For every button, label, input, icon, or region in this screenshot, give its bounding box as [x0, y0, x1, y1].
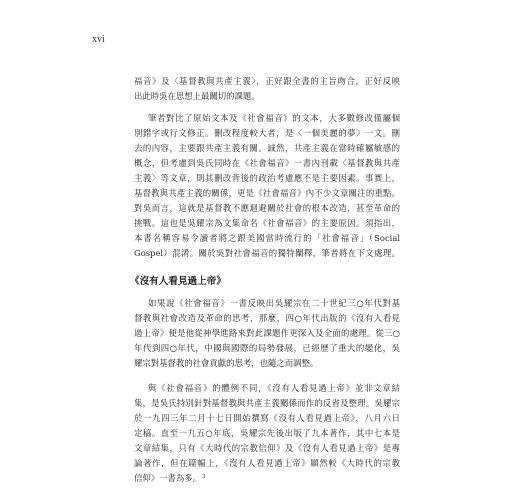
text-line: 集，是吳氏特別針對基督教與共產主義關係而作的反省及整理。吳耀宗: [134, 398, 400, 408]
text-line: 與《社會福音》的體例不同，《沒有人看見過上帝》並非文章結: [148, 383, 400, 393]
paragraph: [134, 74, 400, 104]
text-line: 本書名稱容易令讀者將之跟美國當時流行的「社會福音」（Social: [134, 233, 400, 243]
text-line: 對吳而言，這就是基督教不應迴避關於社會的根本改造，甚至革命的: [134, 203, 400, 213]
section-heading: 《沒有人看見過上帝》: [130, 276, 226, 287]
text-line: 於一九四三年二月十七日開始撰寫《沒有人看見過上帝》，八月六日: [134, 413, 400, 423]
text-line-content: 信仰》一書為多。: [134, 473, 201, 483]
text-line: 耀宗對基督教的社會貢獻的思考，也隨之而調整。: [134, 358, 319, 368]
text-line: 筆者對比了原始文本及《社會福音》的文本，大多數修改僅屬個: [148, 113, 400, 123]
footnote-ref: 3: [202, 474, 206, 480]
text-line: 去的內容，主要跟共產主義有關。誠然，共產主義在當時確屬敏感的: [134, 143, 400, 153]
text-line: [134, 471, 400, 486]
text-line: Gospel）混淆。關於吳對社會福音的獨特闡釋，筆者將在下文處理。: [134, 248, 400, 258]
text-line: 年代到四○年代，中國與國際的局勢發展，已經歷了重大的變化，吳: [134, 343, 400, 353]
text-line: 別錯字或行文修正。刪改程度較大者，是〈一個美麗的夢〉一文。刪: [134, 128, 400, 138]
text-line: 督教與社會改造及革命的思考，那麼，四○年代出版的《沒有人看見: [134, 313, 400, 323]
text-line: 挑戰。這也是吳耀宗為文集命名《社會福音》的主要原因。須指出，: [134, 218, 400, 228]
text-line: 文章結集，只有《大時代的宗教信仰》及《沒有人看見過上帝》是專: [134, 443, 400, 453]
text-line: 過上帝》便是他從神學進路來對此課題作更深入及全面的處理。從三○: [134, 328, 400, 338]
paragraph: [134, 381, 400, 486]
text-line: 出此時吳在思想上最關切的課題。: [134, 91, 260, 101]
text-line: 主義〉等文章，則其刪改背後的政治考慮應不是主要因素。事實上，: [134, 173, 400, 183]
text-line: 論著作，但在篇幅上，《沒有人看見過上帝》顯然較《大時代的宗教: [134, 458, 400, 468]
page-number: xvi: [92, 34, 105, 45]
text-line: 概念，但考慮到吳氏同時在《社會福音》一書內刊載〈基督教與共產: [134, 158, 400, 168]
paragraph: [134, 111, 400, 261]
text-line: 定稿。直至一九五○年底，吳耀宗先後出版了九本著作，其中七本是: [134, 428, 400, 438]
text-line: 福音》及〈基督教與共產主義〉，正好跟全書的主旨吻合，正好反映: [134, 76, 400, 86]
paragraph: [134, 296, 400, 371]
text-line: 基督教與共產主義的關係，更是《社會福音》內不少文章關注的重點。: [134, 188, 400, 198]
text-line: 如果說《社會福音》一書反映出吳耀宗在二十世紀三○年代對基: [148, 298, 400, 308]
